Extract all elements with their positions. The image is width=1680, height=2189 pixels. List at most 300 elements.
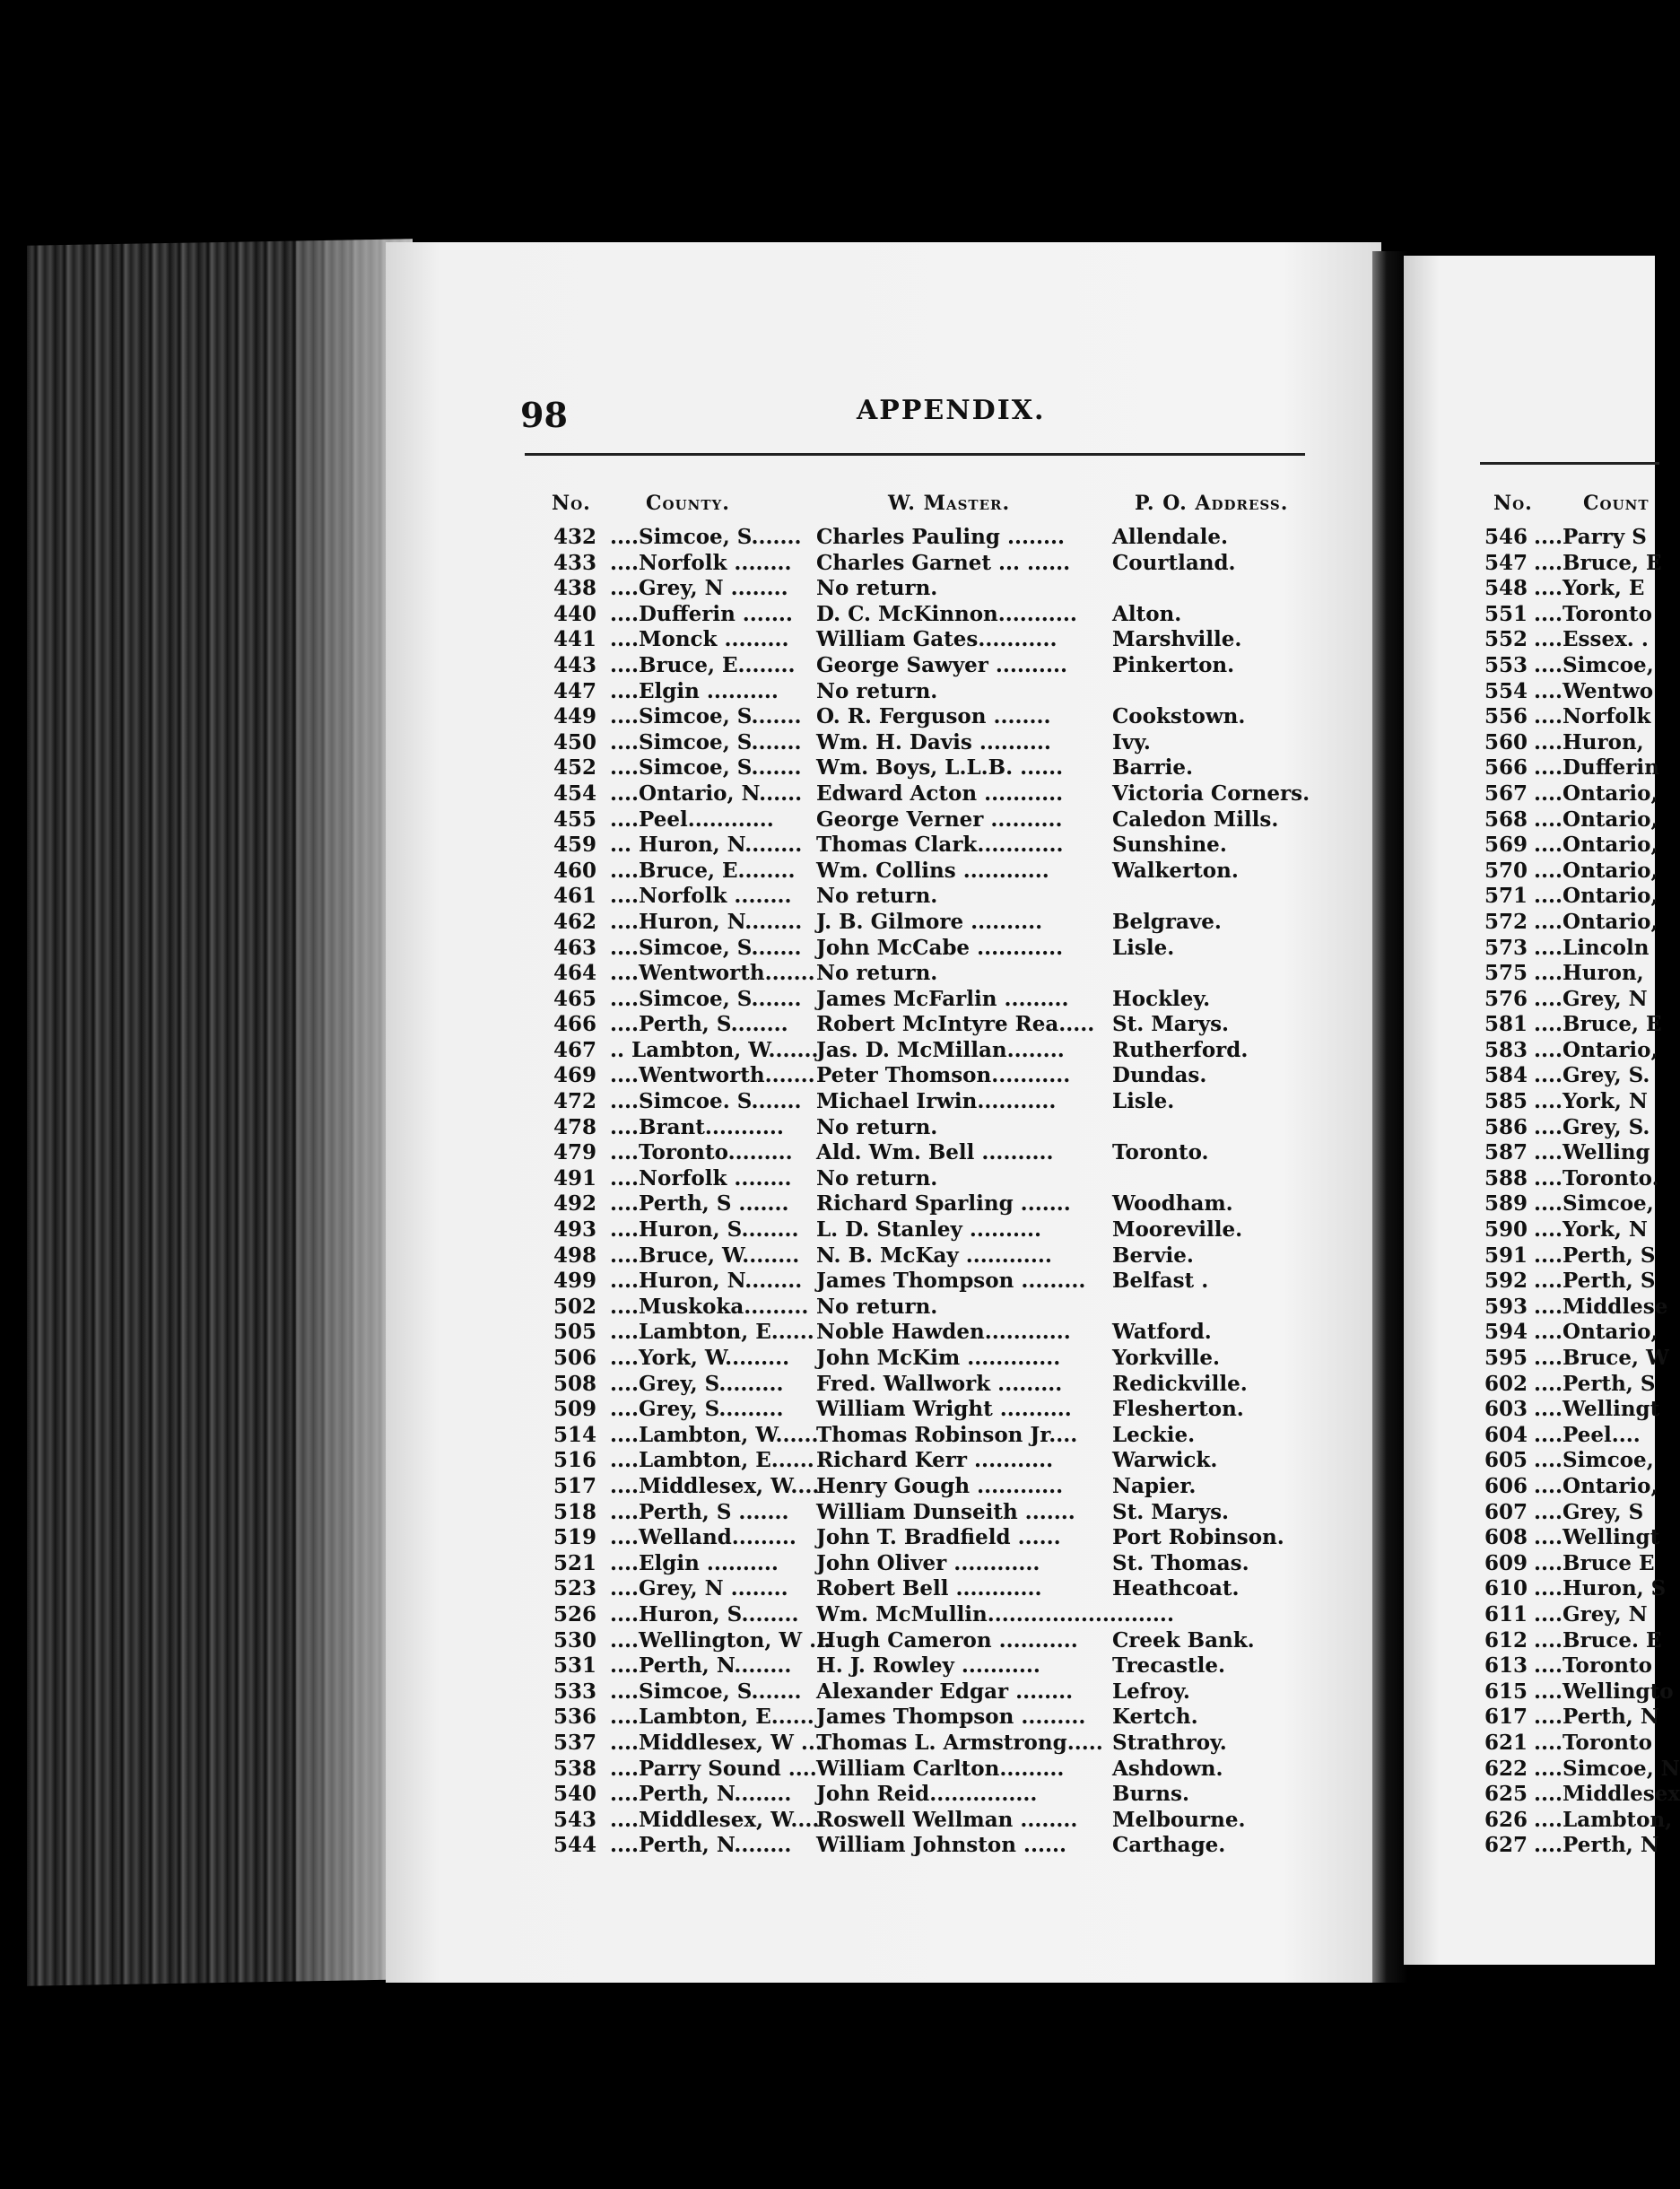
cell-no: 626 <box>1484 1807 1528 1832</box>
cell-county: ....Grey, N ........ <box>610 1576 788 1601</box>
cell-po: Victoria Corners. <box>1112 781 1310 806</box>
cell-no: 514 <box>553 1422 596 1447</box>
cell-no: 537 <box>553 1730 596 1755</box>
table-row <box>511 833 1336 859</box>
table-row <box>1478 1679 1674 1705</box>
cell-po: Creek Bank. <box>1112 1627 1255 1653</box>
cell-po: Dundas. <box>1112 1063 1207 1088</box>
cell-no: 609 <box>1484 1550 1528 1575</box>
table-row <box>511 1115 1336 1141</box>
cell-master: Jas. D. McMillan........ <box>816 1037 1065 1062</box>
cell-master: Robert Bell ............ <box>816 1576 1042 1601</box>
cell-master: Richard Kerr ........... <box>816 1448 1054 1473</box>
cell-no: 441 <box>553 627 596 652</box>
cell-no: 505 <box>553 1320 596 1345</box>
cell-master: William Carlton......... <box>816 1756 1065 1781</box>
cell-county: ....Grey, S. <box>1534 1114 1650 1139</box>
cell-county: ... Huron, N........ <box>610 833 803 858</box>
cell-no: 606 <box>1484 1473 1528 1498</box>
cell-master: O. R. Ferguson ........ <box>816 704 1051 729</box>
table-row <box>1478 936 1658 962</box>
cell-county: ....Middlesex, W ... <box>610 1730 823 1755</box>
table-row <box>511 602 1336 628</box>
cell-county: ....Huron, S........ <box>610 1601 799 1626</box>
cell-master: George Verner .......... <box>816 807 1063 832</box>
cell-no: 586 <box>1484 1114 1528 1139</box>
cell-county: ....Toronto <box>1534 1653 1652 1679</box>
cell-county: ....Welland......... <box>610 1525 796 1550</box>
table-row <box>511 1782 1336 1808</box>
cell-county: ....Lambton, E...... <box>610 1448 814 1473</box>
cell-no: 592 <box>1484 1269 1528 1294</box>
cell-no: 556 <box>1484 704 1528 729</box>
cell-county: ....Perth, S ....... <box>610 1499 789 1524</box>
cell-no: 617 <box>1484 1705 1528 1730</box>
table-row <box>511 1757 1336 1783</box>
table-row <box>1478 1140 1658 1166</box>
cell-master: No return. <box>816 961 938 986</box>
cell-no: 472 <box>553 1089 596 1114</box>
cell-county: ....Wellingto <box>1534 1679 1674 1704</box>
cell-po: Watford. <box>1112 1320 1212 1345</box>
cell-po: Pinkerton. <box>1112 652 1235 677</box>
cell-county: ....Ontario, <box>1534 1037 1658 1062</box>
cell-po: Belfast . <box>1112 1269 1209 1294</box>
table-row <box>511 1576 1336 1602</box>
cell-county: ....Simcoe. S....... <box>610 1089 802 1114</box>
cell-master: Peter Thomson........... <box>816 1063 1071 1088</box>
table-row <box>1478 781 1658 807</box>
column-header-po: P. O. Address. <box>1135 492 1289 515</box>
cell-master: John T. Bradfield ...... <box>816 1525 1061 1550</box>
cell-county: ....Perth, S........ <box>610 1012 788 1037</box>
cell-master: Alexander Edgar ........ <box>816 1679 1074 1704</box>
cell-county: ....Huron, N........ <box>610 909 803 934</box>
cell-no: 566 <box>1484 755 1528 781</box>
table-row <box>1478 1243 1658 1269</box>
table-row <box>1478 1500 1658 1526</box>
cell-county: ....Ontario, <box>1534 1473 1658 1498</box>
cell-no: 469 <box>553 1063 596 1088</box>
table-row <box>511 1705 1336 1731</box>
book-page-edges <box>27 239 413 1986</box>
right-column-header-county: Count <box>1583 492 1650 515</box>
cell-no: 568 <box>1484 807 1528 832</box>
cell-county: ....Simcoe, S....... <box>610 525 802 549</box>
cell-master: Wm. H. Davis .......... <box>816 729 1051 754</box>
cell-county: ....Wentworth....... <box>610 1063 815 1088</box>
table-row <box>511 1423 1336 1449</box>
table-row <box>1478 1346 1669 1372</box>
cell-county: ....Toronto......... <box>610 1140 793 1165</box>
table-row <box>1478 602 1658 628</box>
cell-county: ....Peel.... <box>1534 1422 1641 1447</box>
lodge-table <box>511 525 1336 1859</box>
table-row <box>511 576 1336 602</box>
cell-no: 450 <box>553 729 596 754</box>
cell-no: 518 <box>553 1499 596 1524</box>
table-row <box>511 653 1336 679</box>
cell-master: John Reid............... <box>816 1782 1038 1807</box>
cell-no: 547 <box>1484 550 1528 575</box>
table-row <box>511 1808 1336 1834</box>
cell-no: 526 <box>553 1601 596 1626</box>
table-row <box>1478 550 1662 577</box>
cell-master: Wm. Collins ............ <box>816 858 1049 883</box>
cell-no: 492 <box>553 1191 596 1217</box>
table-row <box>1478 1756 1680 1783</box>
table-row <box>511 1038 1336 1064</box>
cell-county: ....York, W......... <box>610 1346 790 1370</box>
table-row <box>1478 653 1658 679</box>
cell-county: ....Middlesex <box>1534 1782 1680 1807</box>
cell-no: 604 <box>1484 1422 1528 1447</box>
table-row <box>511 807 1336 833</box>
cell-no: 588 <box>1484 1165 1528 1190</box>
cell-po: Lefroy. <box>1112 1679 1190 1704</box>
cell-county: ....Simcoe, S....... <box>610 935 802 960</box>
cell-no: 467 <box>553 1037 596 1062</box>
cell-county: ....Toronto <box>1534 601 1652 626</box>
cell-po: St. Marys. <box>1112 1012 1230 1037</box>
table-row <box>1478 1038 1658 1064</box>
table-row <box>511 1551 1336 1577</box>
cell-no: 552 <box>1484 627 1528 652</box>
table-row <box>511 1628 1336 1654</box>
cell-no: 540 <box>553 1782 596 1807</box>
table-row <box>1478 1653 1658 1679</box>
cell-no: 590 <box>1484 1217 1528 1243</box>
cell-county: ....Huron, <box>1534 961 1644 986</box>
cell-county: ....Simcoe, <box>1534 1448 1654 1473</box>
cell-county: ....Simcoe, S....... <box>610 729 802 754</box>
cell-county: ....Perth, N........ <box>610 1653 792 1679</box>
table-row <box>511 1089 1336 1115</box>
cell-no: 571 <box>1484 884 1528 909</box>
cell-no: 622 <box>1484 1756 1528 1781</box>
cell-master: Wm. Boys, L.L.B. ...... <box>816 755 1064 781</box>
cell-county: ....Muskoka......... <box>610 1294 809 1319</box>
cell-no: 459 <box>553 833 596 858</box>
book-gutter <box>1372 251 1408 1983</box>
cell-no: 454 <box>553 781 596 806</box>
cell-county: .. Lambton, W....... <box>610 1037 819 1062</box>
cell-master: Ald. Wm. Bell .......... <box>816 1140 1054 1165</box>
cell-master: James Thompson ......... <box>816 1705 1086 1730</box>
cell-county: ....Wentwo <box>1534 678 1654 703</box>
cell-county: ....Bruce, E........ <box>610 858 796 883</box>
table-row <box>1478 987 1658 1013</box>
table-row <box>1478 910 1658 936</box>
cell-county: ....York, E <box>1534 576 1645 601</box>
table-row <box>511 1602 1336 1628</box>
table-row <box>511 525 1336 551</box>
cell-county: ....Grey, S <box>1534 1499 1644 1524</box>
cell-no: 587 <box>1484 1140 1528 1165</box>
column-header-no: No. <box>552 492 591 515</box>
cell-county: ....Grey, N <box>1534 1601 1648 1626</box>
cell-master: John McCabe ............ <box>816 935 1064 960</box>
table-row <box>511 910 1336 936</box>
cell-master: Richard Sparling ....... <box>816 1191 1071 1217</box>
cell-no: 460 <box>553 858 596 883</box>
cell-county: ....Wellingt <box>1534 1525 1660 1550</box>
cell-master: N. B. McKay ............ <box>816 1243 1052 1268</box>
table-row <box>511 1346 1336 1372</box>
cell-county: ....Lambton, E...... <box>610 1705 814 1730</box>
table-row <box>511 961 1336 987</box>
table-row <box>511 1269 1336 1295</box>
cell-county: ....Parry S <box>1534 525 1647 549</box>
cell-po: Toronto. <box>1112 1140 1209 1165</box>
cell-county: ....Norfolk <box>1534 704 1651 729</box>
cell-county: ....Perth, S ....... <box>610 1191 789 1217</box>
cell-no: 621 <box>1484 1730 1528 1755</box>
table-row <box>511 704 1336 730</box>
table-row <box>511 1243 1336 1269</box>
cell-po: Woodham. <box>1112 1191 1233 1217</box>
cell-no: 479 <box>553 1140 596 1165</box>
cell-master: Roswell Wellman ........ <box>816 1807 1078 1832</box>
cell-no: 521 <box>553 1550 596 1575</box>
cell-no: 465 <box>553 986 596 1011</box>
cell-no: 584 <box>1484 1063 1528 1088</box>
cell-master: Edward Acton ........... <box>816 781 1064 806</box>
cell-county: ....Welling <box>1534 1140 1650 1165</box>
cell-master: Charles Pauling ........ <box>816 525 1066 549</box>
cell-po: Alton. <box>1112 601 1182 626</box>
table-row <box>1478 1833 1658 1859</box>
cell-county: ....Ontario, N...... <box>610 781 803 806</box>
cell-no: 608 <box>1484 1525 1528 1550</box>
cell-po: Ivy. <box>1112 729 1151 754</box>
cell-county: ....Dufferin ....... <box>610 601 793 626</box>
cell-county: ....Grey, S......... <box>610 1371 784 1396</box>
cell-master: Robert McIntyre Rea..... <box>816 1012 1095 1037</box>
cell-county: ....Huron, N........ <box>610 1269 803 1294</box>
cell-county: ....Middlesex, W.... <box>610 1473 820 1498</box>
cell-no: 455 <box>553 807 596 832</box>
cell-county: ....Brant........... <box>610 1114 784 1139</box>
cell-po: Belgrave. <box>1112 909 1222 934</box>
cell-no: 543 <box>553 1807 596 1832</box>
cell-master: No return. <box>816 1114 938 1139</box>
cell-county: ....Essex. . <box>1534 627 1649 652</box>
table-row <box>1478 1294 1668 1321</box>
table-row <box>511 1500 1336 1526</box>
table-row <box>1478 1525 1658 1551</box>
table-row <box>1478 884 1658 910</box>
table-row <box>511 1474 1336 1500</box>
table-row <box>1478 1089 1658 1115</box>
cell-master: Charles Garnet ... ...... <box>816 550 1071 575</box>
table-row <box>1478 1372 1658 1398</box>
cell-no: 506 <box>553 1346 596 1370</box>
cell-no: 575 <box>1484 961 1528 986</box>
cell-county: ....Simcoe, S....... <box>610 1679 802 1704</box>
cell-master: No return. <box>816 884 938 909</box>
cell-county: ....Dufferin <box>1534 755 1659 781</box>
cell-no: 554 <box>1484 678 1528 703</box>
cell-county: ....Bruce, W........ <box>610 1243 800 1268</box>
table-row <box>511 1448 1336 1474</box>
cell-county: ....Ontario, <box>1534 833 1658 858</box>
table-row <box>511 1731 1336 1757</box>
cell-no: 519 <box>553 1525 596 1550</box>
cell-county: ....Norfolk ........ <box>610 1165 792 1190</box>
cell-no: 567 <box>1484 781 1528 806</box>
cell-county: ....Perth, N <box>1534 1705 1659 1730</box>
cell-master: George Sawyer .......... <box>816 652 1067 677</box>
table-row <box>1478 525 1658 551</box>
cell-po: Hockley. <box>1112 986 1211 1011</box>
cell-no: 610 <box>1484 1576 1528 1601</box>
cell-po: Ashdown. <box>1112 1756 1223 1781</box>
cell-no: 499 <box>553 1269 596 1294</box>
table-row <box>1478 859 1658 885</box>
cell-po: Redickville. <box>1112 1371 1248 1396</box>
cell-po: Leckie. <box>1112 1422 1196 1447</box>
lodge-table-right <box>1478 525 1680 1859</box>
cell-county: ....Simcoe, N <box>1534 1756 1680 1781</box>
cell-county: ....Ontario, <box>1534 1320 1658 1345</box>
table-row <box>1478 1474 1658 1500</box>
table-row <box>1478 1063 1658 1089</box>
table-row <box>1478 1705 1658 1731</box>
cell-no: 493 <box>553 1217 596 1243</box>
cell-po: Strathroy. <box>1112 1730 1227 1755</box>
column-header-master: W. Master. <box>888 492 1011 515</box>
table-row <box>1478 679 1658 705</box>
table-row <box>1478 576 1658 602</box>
cell-no: 538 <box>553 1756 596 1781</box>
cell-no: 523 <box>553 1576 596 1601</box>
table-row <box>1478 1731 1658 1757</box>
cell-po: Flesherton. <box>1112 1397 1244 1422</box>
table-row <box>511 1679 1336 1705</box>
cell-no: 440 <box>553 601 596 626</box>
cell-county: ....Ontario, <box>1534 909 1658 934</box>
table-row <box>511 1320 1336 1346</box>
cell-county: ....Perth, N <box>1534 1833 1659 1858</box>
cell-po: Cookstown. <box>1112 704 1246 729</box>
header-rule <box>525 453 1305 456</box>
cell-po: Trecastle. <box>1112 1653 1226 1679</box>
table-row <box>511 1295 1336 1321</box>
table-row <box>511 1397 1336 1423</box>
cell-county: ....Huron, <box>1534 729 1644 754</box>
cell-no: 536 <box>553 1705 596 1730</box>
cell-no: 516 <box>553 1448 596 1473</box>
cell-no: 509 <box>553 1397 596 1422</box>
cell-no: 478 <box>553 1114 596 1139</box>
table-row <box>1478 1320 1658 1346</box>
cell-county: ....Grey, S. <box>1534 1063 1650 1088</box>
table-row <box>511 987 1336 1013</box>
table-row <box>511 1653 1336 1679</box>
cell-master: Thomas Robinson Jr.... <box>816 1422 1078 1447</box>
cell-master: Henry Gough ............ <box>816 1473 1064 1498</box>
cell-county: ....Bruce, E <box>1534 550 1662 575</box>
cell-no: 553 <box>1484 652 1528 677</box>
cell-master: D. C. McKinnon........... <box>816 601 1077 626</box>
cell-no: 572 <box>1484 909 1528 934</box>
table-row <box>511 884 1336 910</box>
cell-po: Caledon Mills. <box>1112 807 1279 832</box>
cell-no: 607 <box>1484 1499 1528 1524</box>
column-header-county: County. <box>646 492 730 515</box>
table-row <box>1478 1166 1658 1192</box>
table-row <box>511 1191 1336 1217</box>
table-row <box>1478 1782 1680 1808</box>
cell-no: 462 <box>553 909 596 934</box>
cell-county: ....Elgin .......... <box>610 678 779 703</box>
cell-county: ....Grey, N <box>1534 986 1648 1011</box>
table-row <box>511 1063 1336 1089</box>
cell-no: 433 <box>553 550 596 575</box>
cell-master: William Dunseith ....... <box>816 1499 1075 1524</box>
table-row <box>1478 1217 1658 1243</box>
cell-master: H. J. Rowley ........... <box>816 1653 1040 1679</box>
cell-master: William Gates........... <box>816 627 1058 652</box>
cell-county: ....Toronto <box>1534 1730 1652 1755</box>
table-row <box>1478 1397 1658 1423</box>
cell-po: Carthage. <box>1112 1833 1226 1858</box>
cell-po: Mooreville. <box>1112 1217 1243 1243</box>
cell-county: ....Simcoe, <box>1534 652 1654 677</box>
cell-master: Thomas L. Armstrong..... <box>816 1730 1103 1755</box>
table-row <box>1478 1448 1658 1474</box>
cell-no: 613 <box>1484 1653 1528 1679</box>
cell-no: 591 <box>1484 1243 1528 1268</box>
cell-no: 603 <box>1484 1397 1528 1422</box>
table-row <box>1478 1602 1658 1628</box>
cell-po: Melbourne. <box>1112 1807 1246 1832</box>
cell-master: Michael Irwin........... <box>816 1089 1057 1114</box>
table-row <box>1478 833 1658 859</box>
cell-county: ....Bruce, E........ <box>610 652 796 677</box>
cell-master: John McKim ............. <box>816 1346 1061 1370</box>
cell-county: ....Huron, S <box>1534 1576 1667 1601</box>
cell-county: ....Perth, S <box>1534 1269 1656 1294</box>
table-row <box>511 1525 1336 1551</box>
cell-po: Kertch. <box>1112 1705 1198 1730</box>
table-row <box>1478 1627 1662 1654</box>
cell-master: James McFarlin ......... <box>816 986 1069 1011</box>
cell-county: ....Lambton, <box>1534 1807 1673 1832</box>
cell-county: ....Ontario, <box>1534 884 1658 909</box>
cell-county: ....Wellington, W ... <box>610 1627 831 1653</box>
cell-no: 502 <box>553 1294 596 1319</box>
table-row <box>1478 1551 1658 1577</box>
table-row <box>511 1166 1336 1192</box>
cell-county: ....Elgin .......... <box>610 1550 779 1575</box>
cell-po: St. Marys. <box>1112 1499 1230 1524</box>
header-rule-right <box>1480 462 1659 465</box>
cell-county: ....Peel............ <box>610 807 774 832</box>
cell-master: J. B. Gilmore .......... <box>816 909 1043 934</box>
cell-no: 585 <box>1484 1089 1528 1114</box>
cell-no: 452 <box>553 755 596 781</box>
cell-master: Wm. McMullin.......................... <box>816 1601 1174 1626</box>
cell-no: 625 <box>1484 1782 1528 1807</box>
cell-no: 627 <box>1484 1833 1528 1858</box>
cell-master: John Oliver ............ <box>816 1550 1040 1575</box>
cell-master: William Johnston ...... <box>816 1833 1066 1858</box>
cell-no: 602 <box>1484 1371 1528 1396</box>
cell-master: Noble Hawden............ <box>816 1320 1071 1345</box>
cell-po: St. Thomas. <box>1112 1550 1249 1575</box>
